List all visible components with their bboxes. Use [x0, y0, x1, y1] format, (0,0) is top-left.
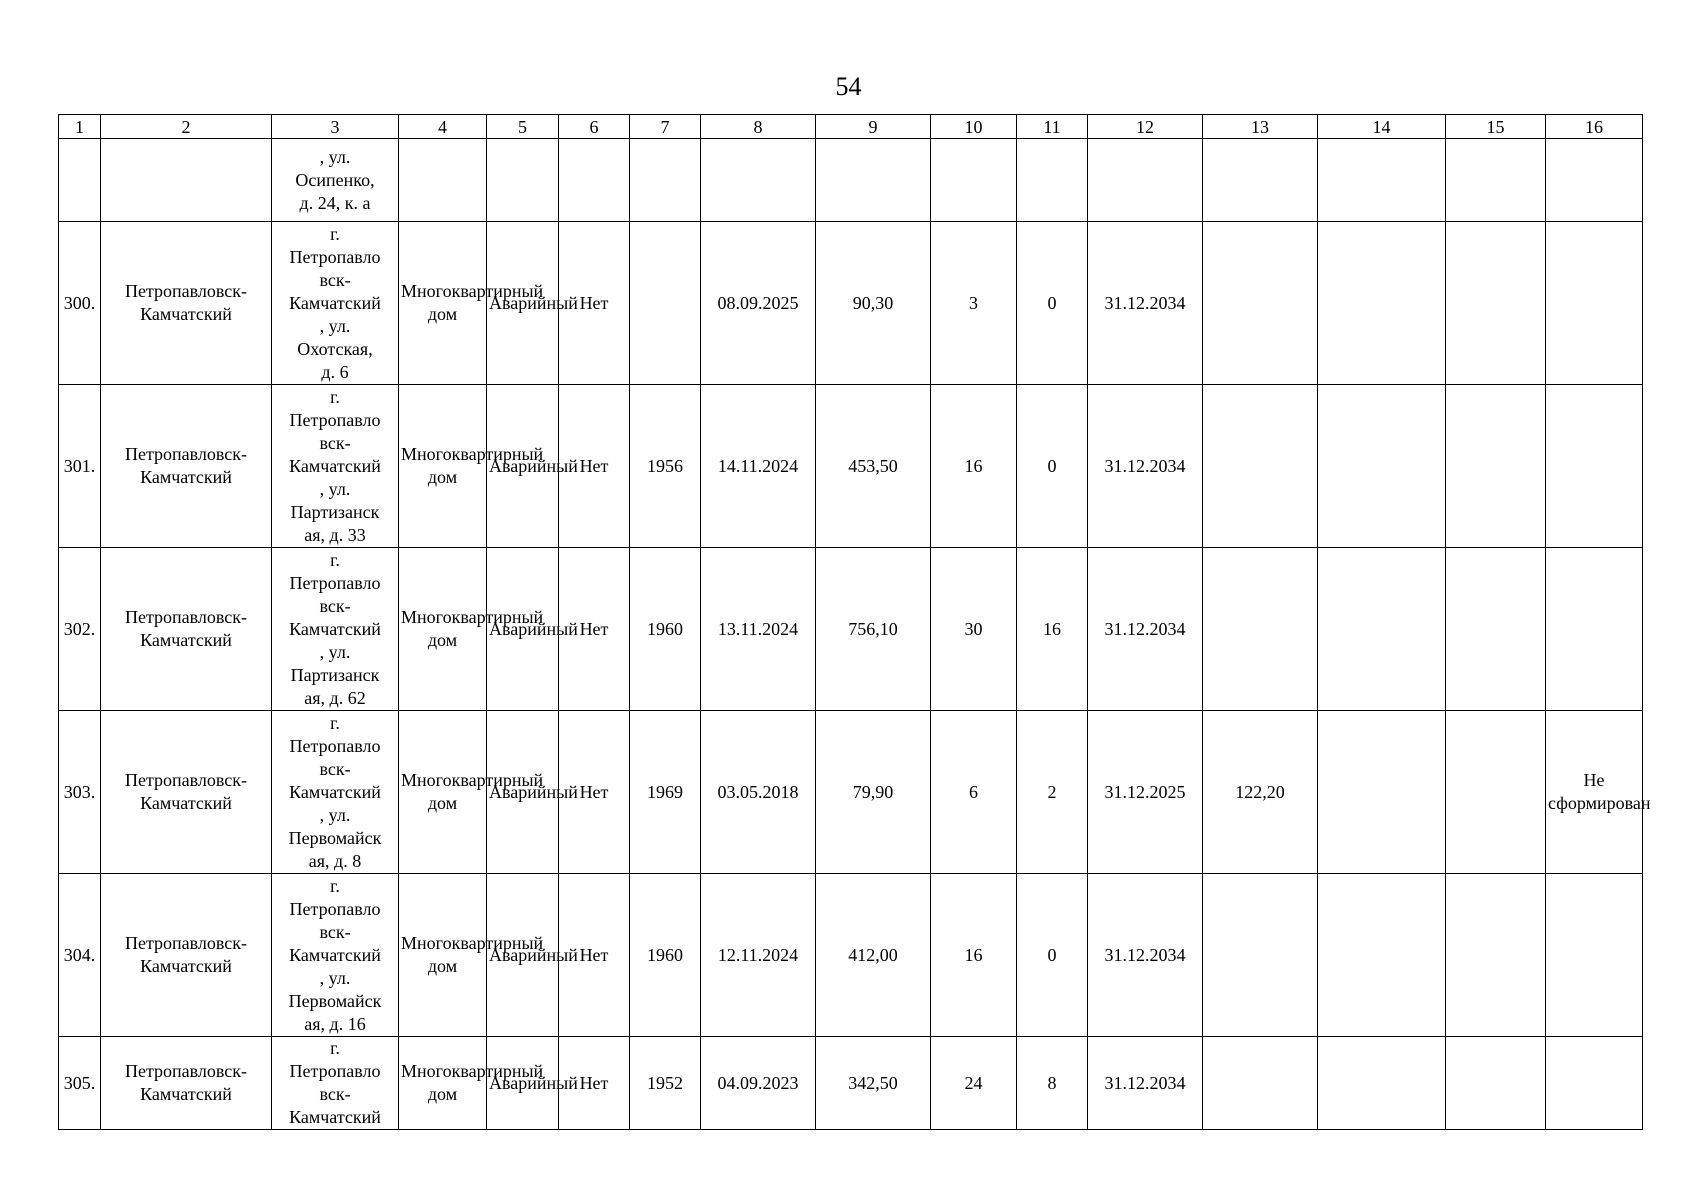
address-cell: г. Петропавло вск- Камчатский , ул. Охотская, д. 6	[272, 222, 399, 385]
house-type-cell: Многоквартирный дом	[399, 385, 487, 548]
address-cell: , ул. Осипенко, д. 24, к. а	[272, 139, 399, 222]
cell-col-14	[1318, 1037, 1446, 1130]
column-header: 12	[1088, 115, 1203, 139]
cell-col-16	[1546, 874, 1643, 1037]
cell-col-6: Нет	[559, 874, 630, 1037]
cell-col-8: 12.11.2024	[701, 874, 816, 1037]
table-row	[59, 874, 1643, 1037]
cell-col-10: 16	[931, 874, 1017, 1037]
cell-col-7	[630, 139, 701, 222]
house-type-cell: Многоквартирный дом	[399, 548, 487, 711]
house-type-cell: Многоквартирный дом	[399, 874, 487, 1037]
column-header: 3	[272, 115, 399, 139]
column-header: 15	[1446, 115, 1546, 139]
cell-col-13	[1203, 139, 1318, 222]
status-cell	[487, 139, 559, 222]
house-type-cell: Многоквартирный дом	[399, 1037, 487, 1130]
cell-col-13: 122,20	[1203, 711, 1318, 874]
cell-col-8: 04.09.2023	[701, 1037, 816, 1130]
column-header: 14	[1318, 115, 1446, 139]
municipality-cell: Петропавловск-Камчатский	[101, 222, 272, 385]
column-header: 4	[399, 115, 487, 139]
cell-col-11	[1017, 139, 1088, 222]
cell-col-9: 79,90	[816, 711, 931, 874]
cell-col-9: 453,50	[816, 385, 931, 548]
table-row	[59, 222, 1643, 385]
cell-col-12	[1088, 139, 1203, 222]
house-type-cell: Многоквартирный дом	[399, 222, 487, 385]
cell-col-11: 0	[1017, 222, 1088, 385]
address-cell: г. Петропавло вск- Камчатский , ул. Партизанск ая, д. 33	[272, 385, 399, 548]
cell-col-7: 1960	[630, 548, 701, 711]
row-number: 303.	[59, 711, 101, 874]
municipality-cell: Петропавловск-Камчатский	[101, 548, 272, 711]
table-row	[59, 385, 1643, 548]
column-header: 16	[1546, 115, 1643, 139]
column-header: 2	[101, 115, 272, 139]
cell-col-7: 1960	[630, 874, 701, 1037]
address-cell: г. Петропавло вск- Камчатский	[272, 1037, 399, 1130]
cell-col-6: Нет	[559, 548, 630, 711]
row-number: 302.	[59, 548, 101, 711]
cell-col-12: 31.12.2034	[1088, 385, 1203, 548]
cell-col-15	[1446, 139, 1546, 222]
cell-col-12: 31.12.2034	[1088, 1037, 1203, 1130]
cell-col-8	[701, 139, 816, 222]
cell-col-7: 1952	[630, 1037, 701, 1130]
cell-col-13	[1203, 874, 1318, 1037]
cell-col-15	[1446, 385, 1546, 548]
cell-col-10: 24	[931, 1037, 1017, 1130]
cell-col-13	[1203, 385, 1318, 548]
cell-col-14	[1318, 385, 1446, 548]
cell-col-11: 2	[1017, 711, 1088, 874]
cell-col-11: 8	[1017, 1037, 1088, 1130]
column-header: 11	[1017, 115, 1088, 139]
cell-col-10: 6	[931, 711, 1017, 874]
column-header: 9	[816, 115, 931, 139]
cell-col-7	[630, 222, 701, 385]
column-header: 13	[1203, 115, 1318, 139]
cell-col-10: 30	[931, 548, 1017, 711]
cell-col-16	[1546, 222, 1643, 385]
municipality-cell: Петропавловск-Камчатский	[101, 1037, 272, 1130]
cell-col-6: Нет	[559, 1037, 630, 1130]
cell-col-16	[1546, 548, 1643, 711]
cell-col-6: Нет	[559, 385, 630, 548]
row-number: 301.	[59, 385, 101, 548]
table-row	[59, 1037, 1643, 1130]
cell-col-12: 31.12.2034	[1088, 222, 1203, 385]
status-cell: Аварийный	[487, 385, 559, 548]
cell-col-9: 90,30	[816, 222, 931, 385]
row-number	[59, 139, 101, 222]
column-header: 8	[701, 115, 816, 139]
cell-col-11: 0	[1017, 874, 1088, 1037]
cell-col-15	[1446, 711, 1546, 874]
cell-col-16	[1546, 139, 1643, 222]
row-number: 300.	[59, 222, 101, 385]
column-header: 10	[931, 115, 1017, 139]
municipality-cell: Петропавловск-Камчатский	[101, 711, 272, 874]
cell-col-8: 08.09.2025	[701, 222, 816, 385]
cell-col-8: 03.05.2018	[701, 711, 816, 874]
cell-col-10	[931, 139, 1017, 222]
cell-col-9: 756,10	[816, 548, 931, 711]
cell-col-9: 412,00	[816, 874, 931, 1037]
cell-col-6: Нет	[559, 222, 630, 385]
cell-col-12: 31.12.2034	[1088, 548, 1203, 711]
cell-col-11: 0	[1017, 385, 1088, 548]
row-number: 305.	[59, 1037, 101, 1130]
status-cell: Аварийный	[487, 711, 559, 874]
cell-col-14	[1318, 711, 1446, 874]
cell-col-8: 14.11.2024	[701, 385, 816, 548]
cell-col-8: 13.11.2024	[701, 548, 816, 711]
house-type-cell	[399, 139, 487, 222]
column-header: 7	[630, 115, 701, 139]
status-cell: Аварийный	[487, 874, 559, 1037]
cell-col-16: Не сформирован	[1546, 711, 1643, 874]
cell-col-13	[1203, 1037, 1318, 1130]
cell-col-12: 31.12.2025	[1088, 711, 1203, 874]
municipality-cell: Петропавловск-Камчатский	[101, 874, 272, 1037]
municipality-cell	[101, 139, 272, 222]
address-cell: г. Петропавло вск- Камчатский , ул. Первомайск ая, д. 8	[272, 711, 399, 874]
cell-col-16	[1546, 1037, 1643, 1130]
row-number: 304.	[59, 874, 101, 1037]
cell-col-6: Нет	[559, 711, 630, 874]
cell-col-7: 1969	[630, 711, 701, 874]
table-row	[59, 711, 1643, 874]
cell-col-15	[1446, 548, 1546, 711]
cell-col-10: 16	[931, 385, 1017, 548]
cell-col-11: 16	[1017, 548, 1088, 711]
cell-col-10: 3	[931, 222, 1017, 385]
cell-col-13	[1203, 548, 1318, 711]
column-header: 1	[59, 115, 101, 139]
address-cell: г. Петропавло вск- Камчатский , ул. Первомайск ая, д. 16	[272, 874, 399, 1037]
municipality-cell: Петропавловск-Камчатский	[101, 385, 272, 548]
table-row	[59, 548, 1643, 711]
cell-col-14	[1318, 874, 1446, 1037]
cell-col-15	[1446, 222, 1546, 385]
status-cell: Аварийный	[487, 1037, 559, 1130]
cell-col-9: 342,50	[816, 1037, 931, 1130]
cell-col-15	[1446, 1037, 1546, 1130]
table-row	[59, 139, 1643, 222]
cell-col-16	[1546, 385, 1643, 548]
cell-col-6	[559, 139, 630, 222]
status-cell: Аварийный	[487, 548, 559, 711]
cell-col-7: 1956	[630, 385, 701, 548]
cell-col-13	[1203, 222, 1318, 385]
cell-col-14	[1318, 548, 1446, 711]
column-number-header	[59, 115, 1643, 139]
column-header: 5	[487, 115, 559, 139]
cell-col-15	[1446, 874, 1546, 1037]
cell-col-14	[1318, 222, 1446, 385]
status-cell: Аварийный	[487, 222, 559, 385]
cell-col-9	[816, 139, 931, 222]
page-number: 54	[835, 72, 862, 101]
cell-col-12: 31.12.2034	[1088, 874, 1203, 1037]
address-cell: г. Петропавло вск- Камчатский , ул. Партизанск ая, д. 62	[272, 548, 399, 711]
registry-table	[58, 114, 1651, 1130]
cell-col-14	[1318, 139, 1446, 222]
column-header: 6	[559, 115, 630, 139]
house-type-cell: Многоквартирный дом	[399, 711, 487, 874]
